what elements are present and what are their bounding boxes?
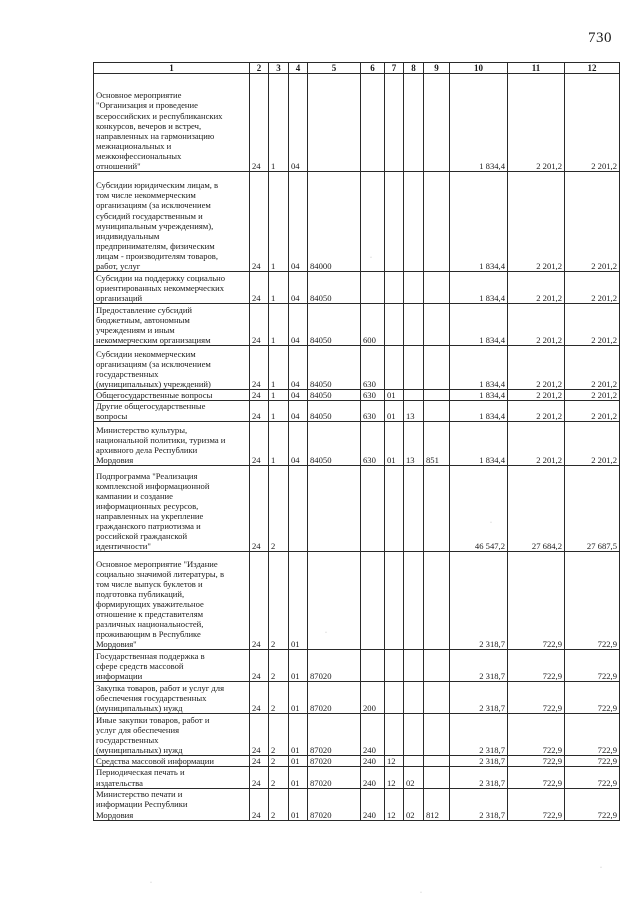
code-expense-type: 240 (361, 788, 385, 820)
column-number: 8 (404, 63, 424, 74)
table-row (94, 552, 620, 650)
sum-2021: 722,9 (565, 650, 620, 682)
row-name: Субсидии на поддержку социально ориентированных некоммерческих организаций (94, 272, 250, 304)
code-gp: 24 (250, 552, 269, 650)
row-name: Подпрограмма "Реализация комплексной информационной кампании и создание информационных ресурсов, направленных на укрепление гражданского патриотизма и российской гражданской идентичности" (94, 466, 250, 552)
code-pp: 1 (269, 390, 289, 401)
sum-2021: 2 201,2 (565, 346, 620, 390)
table-row (94, 346, 620, 390)
code-expense-type (361, 552, 385, 650)
code-subsection (404, 650, 424, 682)
code-subsection (404, 74, 424, 172)
code-om: 01 (289, 767, 308, 788)
row-name: Общегосударственные вопросы (94, 390, 250, 401)
code-pp: 1 (269, 272, 289, 304)
code-ministry (424, 74, 450, 172)
table-row (94, 272, 620, 304)
code-om: 04 (289, 172, 308, 272)
sum-2020: 27 684,2 (508, 466, 565, 552)
sum-2021: 2 201,2 (565, 74, 620, 172)
code-section: 01 (385, 390, 404, 401)
code-om: 04 (289, 304, 308, 346)
column-number: 10 (450, 63, 508, 74)
column-number: 2 (250, 63, 269, 74)
sum-2019: 2 318,7 (450, 552, 508, 650)
row-name: Основное мероприятие "Издание социально значимой литературы, в том числе выпуск буклетов и подготовка публикаций, формирующих уважительное отношение к представителям различных национальностей, проживающим в Республике Мордовия" (94, 552, 250, 650)
code-ministry (424, 401, 450, 422)
code-pp: 1 (269, 74, 289, 172)
code-om: 04 (289, 346, 308, 390)
sum-2019: 1 834,4 (450, 304, 508, 346)
code-om: 04 (289, 390, 308, 401)
sum-2021: 2 201,2 (565, 390, 620, 401)
row-name: Иные закупки товаров, работ и услуг для обеспечения государственных (муниципальных) нужд (94, 714, 250, 756)
sum-2020: 2 201,2 (508, 422, 565, 466)
code-ministry (424, 304, 450, 346)
code-section (385, 172, 404, 272)
code-expense-type (361, 272, 385, 304)
code-direction: 87020 (308, 767, 361, 788)
code-section: 01 (385, 401, 404, 422)
code-subsection: 13 (404, 401, 424, 422)
sum-2020: 2 201,2 (508, 401, 565, 422)
code-gp: 24 (250, 74, 269, 172)
code-gp: 24 (250, 172, 269, 272)
code-ministry (424, 346, 450, 390)
code-subsection (404, 390, 424, 401)
column-number: 11 (508, 63, 565, 74)
sum-2019: 46 547,2 (450, 466, 508, 552)
code-ministry (424, 272, 450, 304)
sum-2020: 722,9 (508, 682, 565, 714)
code-gp: 24 (250, 272, 269, 304)
column-number: 5 (308, 63, 361, 74)
code-ministry (424, 682, 450, 714)
code-ministry: 812 (424, 788, 450, 820)
code-subsection: 02 (404, 788, 424, 820)
code-pp: 2 (269, 714, 289, 756)
code-section (385, 466, 404, 552)
code-pp: 1 (269, 304, 289, 346)
sum-2020: 2 201,2 (508, 390, 565, 401)
code-ministry (424, 714, 450, 756)
sum-2020: 2 201,2 (508, 346, 565, 390)
code-expense-type: 240 (361, 756, 385, 767)
code-gp: 24 (250, 346, 269, 390)
code-subsection (404, 714, 424, 756)
sum-2019: 1 834,4 (450, 390, 508, 401)
code-gp: 24 (250, 714, 269, 756)
code-section: 12 (385, 788, 404, 820)
table-row (94, 714, 620, 756)
code-om: 01 (289, 788, 308, 820)
code-pp: 2 (269, 682, 289, 714)
code-subsection: 02 (404, 767, 424, 788)
code-om: 04 (289, 74, 308, 172)
code-gp: 24 (250, 767, 269, 788)
sum-2021: 2 201,2 (565, 304, 620, 346)
row-name: Другие общегосударственные вопросы (94, 401, 250, 422)
code-pp: 2 (269, 650, 289, 682)
row-name: Субсидии некоммерческим организациям (за исключением государственных (муниципальных) учреждений) (94, 346, 250, 390)
code-gp: 24 (250, 304, 269, 346)
code-pp: 1 (269, 422, 289, 466)
column-number: 12 (565, 63, 620, 74)
code-gp: 24 (250, 788, 269, 820)
code-subsection (404, 172, 424, 272)
sum-2019: 1 834,4 (450, 422, 508, 466)
sum-2020: 2 201,2 (508, 304, 565, 346)
code-ministry: 851 (424, 422, 450, 466)
column-number: 4 (289, 63, 308, 74)
code-direction: 87020 (308, 756, 361, 767)
row-name: Субсидии юридическим лицам, в том числе некоммерческим организациям (за исключением субсидий государственным и муниципальным учреждениям), индивидуальным предпринимателям, физическим лицам - производителям товаров, работ, услуг (94, 172, 250, 272)
code-section (385, 650, 404, 682)
code-section (385, 304, 404, 346)
code-gp: 24 (250, 466, 269, 552)
code-om: 01 (289, 650, 308, 682)
code-om: 01 (289, 714, 308, 756)
sum-2019: 2 318,7 (450, 682, 508, 714)
code-section (385, 714, 404, 756)
code-pp: 2 (269, 466, 289, 552)
row-name: Министерство культуры, национальной политики, туризма и архивного дела Республики Мордовия (94, 422, 250, 466)
code-om: 01 (289, 552, 308, 650)
row-name: Основное мероприятие "Организация и проведение всероссийских и республиканских конкурсов, вечеров и встреч, направленных на гармонизацию межнациональных и межконфессиональных отношений" (94, 74, 250, 172)
sum-2020: 2 201,2 (508, 74, 565, 172)
sum-2019: 2 318,7 (450, 767, 508, 788)
code-expense-type: 630 (361, 401, 385, 422)
sum-2020: 2 201,2 (508, 172, 565, 272)
code-gp: 24 (250, 650, 269, 682)
sum-2021: 2 201,2 (565, 401, 620, 422)
sum-2020: 2 201,2 (508, 272, 565, 304)
row-name: Средства массовой информации (94, 756, 250, 767)
sum-2019: 2 318,7 (450, 650, 508, 682)
sum-2021: 2 201,2 (565, 422, 620, 466)
row-name: Закупка товаров, работ и услуг для обеспечения государственных (муниципальных) нужд (94, 682, 250, 714)
code-pp: 1 (269, 401, 289, 422)
code-direction: 84050 (308, 390, 361, 401)
sum-2021: 27 687,5 (565, 466, 620, 552)
code-pp: 2 (269, 552, 289, 650)
code-expense-type: 200 (361, 682, 385, 714)
code-gp: 24 (250, 390, 269, 401)
sum-2020: 722,9 (508, 552, 565, 650)
code-expense-type: 240 (361, 714, 385, 756)
table-row (94, 172, 620, 272)
code-direction: 87020 (308, 714, 361, 756)
sum-2020: 722,9 (508, 714, 565, 756)
code-direction: 87020 (308, 788, 361, 820)
code-expense-type (361, 466, 385, 552)
code-direction: 84050 (308, 272, 361, 304)
code-om (289, 466, 308, 552)
code-subsection (404, 272, 424, 304)
sum-2020: 722,9 (508, 788, 565, 820)
code-section (385, 346, 404, 390)
code-section (385, 682, 404, 714)
table-row (94, 466, 620, 552)
sum-2019: 1 834,4 (450, 401, 508, 422)
table-row (94, 650, 620, 682)
code-section: 12 (385, 756, 404, 767)
code-subsection (404, 466, 424, 552)
sum-2019: 2 318,7 (450, 756, 508, 767)
code-section (385, 552, 404, 650)
code-direction (308, 74, 361, 172)
sum-2021: 722,9 (565, 682, 620, 714)
table-row (94, 390, 620, 401)
row-name: Предоставление субсидий бюджетным, автономным учреждениям и иным некоммерческим организациям (94, 304, 250, 346)
row-name: Периодическая печать и издательства (94, 767, 250, 788)
sum-2021: 2 201,2 (565, 172, 620, 272)
sum-2020: 722,9 (508, 767, 565, 788)
code-gp: 24 (250, 401, 269, 422)
code-om: 04 (289, 272, 308, 304)
table-row (94, 788, 620, 820)
column-number: 9 (424, 63, 450, 74)
code-expense-type: 630 (361, 390, 385, 401)
code-expense-type (361, 74, 385, 172)
code-expense-type: 630 (361, 422, 385, 466)
code-subsection (404, 346, 424, 390)
code-direction: 84000 (308, 172, 361, 272)
code-om: 04 (289, 401, 308, 422)
sum-2021: 2 201,2 (565, 272, 620, 304)
code-subsection (404, 552, 424, 650)
sum-2019: 2 318,7 (450, 714, 508, 756)
code-direction: 87020 (308, 650, 361, 682)
table-row (94, 422, 620, 466)
sum-2019: 1 834,4 (450, 346, 508, 390)
sum-2019: 1 834,4 (450, 272, 508, 304)
code-section (385, 74, 404, 172)
code-om: 04 (289, 422, 308, 466)
code-direction: 84050 (308, 401, 361, 422)
sum-2019: 1 834,4 (450, 74, 508, 172)
code-section: 01 (385, 422, 404, 466)
code-ministry (424, 650, 450, 682)
table-row (94, 74, 620, 172)
code-ministry (424, 172, 450, 272)
code-subsection (404, 682, 424, 714)
code-pp: 2 (269, 767, 289, 788)
code-section (385, 272, 404, 304)
code-ministry (424, 390, 450, 401)
sum-2021: 722,9 (565, 756, 620, 767)
code-ministry (424, 756, 450, 767)
budget-table (93, 62, 620, 821)
table-row (94, 304, 620, 346)
row-name: Министерство печати и информации Республики Мордовия (94, 788, 250, 820)
sum-2021: 722,9 (565, 788, 620, 820)
sum-2021: 722,9 (565, 767, 620, 788)
code-section: 12 (385, 767, 404, 788)
code-ministry (424, 552, 450, 650)
code-subsection (404, 756, 424, 767)
sum-2019: 1 834,4 (450, 172, 508, 272)
code-pp: 2 (269, 788, 289, 820)
sum-2020: 722,9 (508, 756, 565, 767)
code-pp: 2 (269, 756, 289, 767)
code-pp: 1 (269, 172, 289, 272)
table-row (94, 756, 620, 767)
table-row (94, 401, 620, 422)
sum-2019: 2 318,7 (450, 788, 508, 820)
code-pp: 1 (269, 346, 289, 390)
code-om: 01 (289, 756, 308, 767)
code-direction (308, 466, 361, 552)
code-expense-type: 600 (361, 304, 385, 346)
page-number: 730 (588, 30, 612, 46)
column-number: 7 (385, 63, 404, 74)
code-ministry (424, 767, 450, 788)
table-row (94, 682, 620, 714)
code-om: 01 (289, 682, 308, 714)
code-gp: 24 (250, 756, 269, 767)
sum-2020: 722,9 (508, 650, 565, 682)
sum-2021: 722,9 (565, 552, 620, 650)
code-expense-type (361, 172, 385, 272)
code-subsection: 13 (404, 422, 424, 466)
code-expense-type: 630 (361, 346, 385, 390)
code-expense-type (361, 650, 385, 682)
code-gp: 24 (250, 682, 269, 714)
code-direction: 84050 (308, 422, 361, 466)
column-number: 3 (269, 63, 289, 74)
sum-2021: 722,9 (565, 714, 620, 756)
code-direction: 84050 (308, 346, 361, 390)
column-number: 1 (94, 63, 250, 74)
code-direction: 84050 (308, 304, 361, 346)
column-number: 6 (361, 63, 385, 74)
table-row (94, 767, 620, 788)
column-number-row (94, 63, 620, 74)
code-direction: 87020 (308, 682, 361, 714)
code-gp: 24 (250, 422, 269, 466)
code-ministry (424, 466, 450, 552)
code-subsection (404, 304, 424, 346)
row-name: Государственная поддержка в сфере средств массовой информации (94, 650, 250, 682)
code-expense-type: 240 (361, 767, 385, 788)
code-direction (308, 552, 361, 650)
